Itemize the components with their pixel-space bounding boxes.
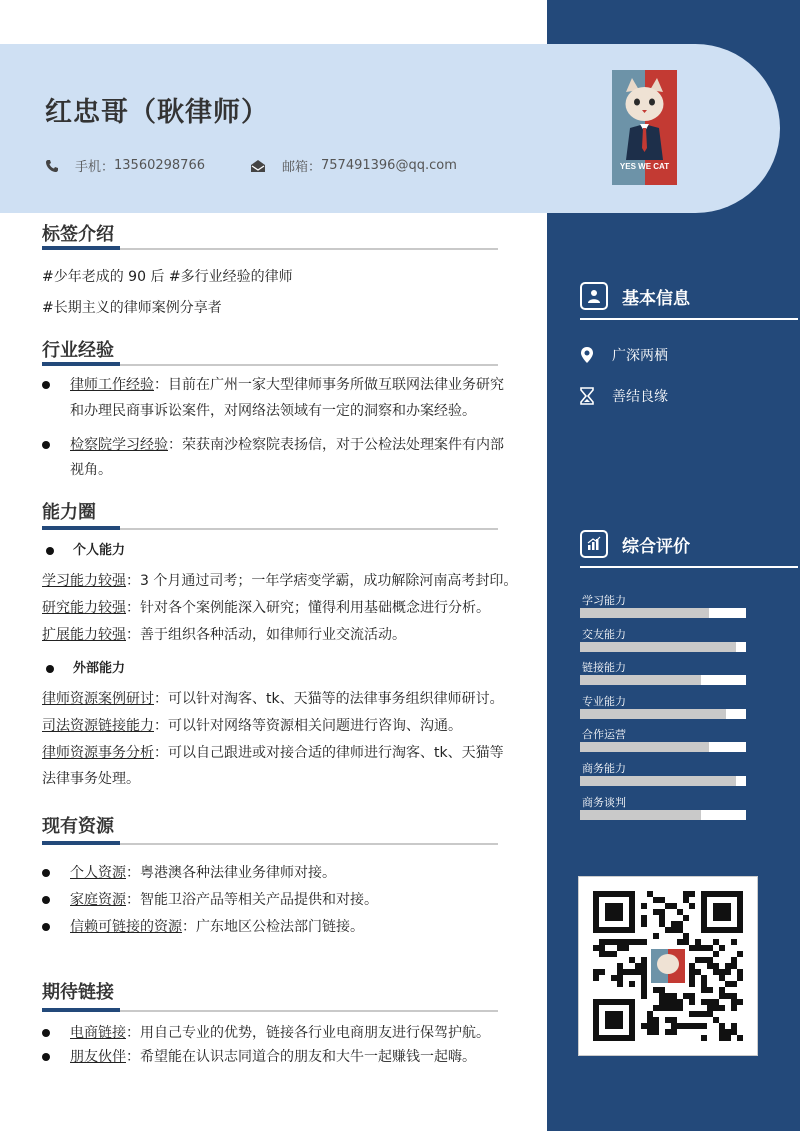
- item-text: ：3 个月通过司考；一年学痞变学霸，成功解除河南高考封印。: [126, 573, 518, 589]
- ability-item: [42, 624, 406, 644]
- item-text: ：希望能在认识志同道合的朋友和大牛一起赚钱一起嗨。: [126, 1049, 476, 1065]
- section-title-experience: 行业经验: [42, 340, 114, 361]
- skill-bar-track: [580, 776, 746, 786]
- list-item: [70, 860, 336, 886]
- email-contact: [250, 156, 457, 175]
- item-text: ：善于组织各种活动，如律师行业交流活动。: [126, 627, 406, 643]
- item-key: 律师资源事务分析: [42, 745, 154, 761]
- item-key: 司法资源链接能力: [42, 718, 154, 734]
- skill-bar-track: [580, 709, 746, 719]
- list-item: [70, 432, 504, 458]
- ability-item: [42, 715, 462, 735]
- item-key: 家庭资源: [70, 892, 126, 908]
- item-continuation: 法律事务处理。: [42, 771, 140, 787]
- qr-code[interactable]: [578, 876, 758, 1056]
- phone-number: 13560298766: [114, 158, 205, 173]
- item-text: ：可以针对网络等资源相关问题进行咨询、沟通。: [154, 718, 462, 734]
- item-continuation: 和办理民商事诉讼案件，对网络法领域有一定的洞察和办案经验。: [70, 403, 476, 419]
- location-text: 广深两栖: [612, 348, 668, 364]
- section-accent-bar: [42, 246, 120, 250]
- item-text: ：荣获南沙检察院表扬信，对于公检法处理案件有内部: [168, 437, 504, 453]
- phone-label: 手机：: [75, 160, 115, 175]
- item-key: 学习能力较强: [42, 573, 126, 589]
- subsection-title: 外部能力: [73, 661, 126, 676]
- skill-label: 合作运营: [582, 728, 626, 742]
- sidebar-rule: [580, 318, 798, 320]
- bullet-dot: [46, 547, 54, 555]
- skill-bar-fill: [580, 709, 726, 719]
- phone-icon: [45, 159, 59, 173]
- section-accent-bar: [42, 362, 120, 366]
- skill-bar-track: [580, 642, 746, 652]
- tag-line: #长期主义的律师案例分享者: [42, 300, 222, 316]
- item-text: ：可以针对淘客、tk、天猫等的法律事务组织律师研讨。: [154, 691, 504, 707]
- evaluation-title: 综合评价: [622, 536, 690, 557]
- person-name: 红忠哥（耿律师）: [45, 97, 269, 128]
- skill-bar-track: [580, 608, 746, 618]
- sidebar-evaluation-heading: [580, 530, 690, 558]
- section-accent-bar: [42, 526, 120, 530]
- skill-label: 专业能力: [582, 694, 626, 708]
- sidebar-rule: [580, 566, 798, 568]
- section-title-resources: 现有资源: [42, 816, 114, 837]
- skill-bar-fill: [580, 776, 736, 786]
- location-item: [580, 345, 668, 365]
- sidebar-basic-info-heading: [580, 282, 690, 310]
- person-badge-icon: [580, 282, 608, 310]
- skill-bar-track: [580, 675, 746, 685]
- item-text: ：智能卫浴产品等相关产品提供和对接。: [126, 892, 378, 908]
- ability-item: [42, 597, 490, 617]
- item-key: 个人资源: [70, 865, 126, 881]
- bullet-dot: [42, 869, 50, 877]
- subsection-title: 个人能力: [73, 543, 126, 558]
- motto-item: [580, 386, 668, 406]
- ability-item: [42, 570, 517, 590]
- phone-contact: [45, 156, 205, 175]
- email-address: 757491396@qq.com: [321, 158, 457, 173]
- list-item: [70, 887, 378, 913]
- item-text: ：可以自己跟进或对接合适的律师进行淘客、tk、天猫等: [154, 745, 504, 761]
- section-accent-bar: [42, 841, 120, 845]
- item-text: ：目前在广州一家大型律师事务所做互联网法律业务研究: [154, 377, 504, 393]
- item-text: ：粤港澳各种法律业务律师对接。: [126, 865, 336, 881]
- skill-bar-fill: [580, 742, 709, 752]
- envelope-icon: [250, 159, 266, 173]
- skill-bar-track: [580, 742, 746, 752]
- skill-bar-fill: [580, 608, 709, 618]
- section-title-expect: 期待链接: [42, 982, 114, 1003]
- bullet-dot: [42, 923, 50, 931]
- item-key: 研究能力较强: [42, 600, 126, 616]
- item-continuation: 视角。: [70, 462, 112, 478]
- bar-chart-icon: [580, 530, 608, 558]
- item-key: 电商链接: [70, 1025, 126, 1041]
- skill-bar-fill: [580, 675, 701, 685]
- motto-text: 善结良缘: [612, 389, 668, 405]
- skill-label: 商务谈判: [582, 795, 626, 809]
- profile-photo: [612, 70, 677, 185]
- photo-caption: YES WE CAT: [619, 162, 670, 171]
- section-accent-bar: [42, 1008, 120, 1012]
- item-key: 律师资源案例研讨: [42, 691, 154, 707]
- bullet-dot: [42, 1029, 50, 1037]
- skill-label: 链接能力: [582, 661, 626, 675]
- location-pin-icon: [580, 346, 594, 364]
- item-key: 扩展能力较强: [42, 627, 126, 643]
- bullet-dot: [42, 1053, 50, 1061]
- skill-bar-fill: [580, 810, 701, 820]
- item-key: 朋友伙伴: [70, 1049, 126, 1065]
- tag-line: #少年老成的 90 后 #多行业经验的律师: [42, 269, 293, 285]
- ability-item: [42, 742, 504, 762]
- cat-portrait-icon: [612, 70, 677, 160]
- item-key: 律师工作经验: [70, 377, 154, 393]
- skill-bar-track: [580, 810, 746, 820]
- skill-label: 学习能力: [582, 594, 626, 607]
- hourglass-icon: [580, 387, 594, 405]
- bullet-dot: [42, 896, 50, 904]
- item-key: 信赖可链接的资源: [70, 919, 182, 935]
- section-title-tags: 标签介绍: [42, 224, 114, 245]
- list-item: [70, 1044, 476, 1070]
- ability-item: [42, 688, 504, 708]
- list-item: [70, 1020, 490, 1046]
- bullet-dot: [42, 441, 50, 449]
- bullet-dot: [46, 665, 54, 673]
- item-text: ：用自己专业的优势，链接各行业电商朋友进行保驾护航。: [126, 1025, 490, 1041]
- list-item: [70, 372, 504, 398]
- item-text: ：广东地区公检法部门链接。: [182, 919, 364, 935]
- skill-label: 商务能力: [582, 762, 626, 775]
- list-item: [70, 914, 364, 940]
- bullet-dot: [42, 381, 50, 389]
- skill-bar-fill: [580, 642, 736, 652]
- skill-label: 交友能力: [582, 627, 626, 641]
- email-label: 邮箱：: [282, 160, 322, 175]
- item-key: 检察院学习经验: [70, 437, 168, 453]
- section-title-ability: 能力圈: [42, 502, 96, 523]
- basic-info-title: 基本信息: [622, 288, 690, 309]
- qr-code-icon: [579, 877, 757, 1055]
- item-text: ：针对各个案例能深入研究；懂得利用基础概念进行分析。: [126, 600, 490, 616]
